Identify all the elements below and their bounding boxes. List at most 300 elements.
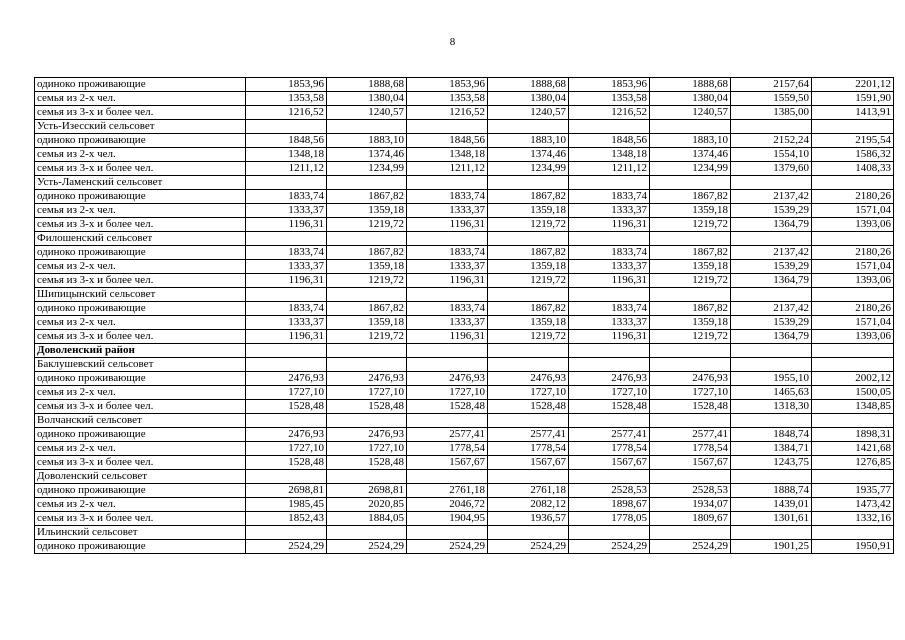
row-label: семья из 3-х и более чел. — [35, 400, 246, 414]
value-cell: 1727,10 — [327, 442, 407, 456]
value-cell: 1380,04 — [650, 92, 731, 106]
value-cell: 2180,26 — [812, 190, 894, 204]
value-cell: 1348,18 — [569, 148, 650, 162]
value-cell: 1196,31 — [569, 218, 650, 232]
empty-cell — [731, 526, 812, 540]
value-cell: 2476,93 — [650, 372, 731, 386]
table-row — [35, 302, 894, 316]
value-cell: 2137,42 — [731, 246, 812, 260]
value-cell: 1888,74 — [731, 484, 812, 498]
empty-cell — [812, 344, 894, 358]
value-cell: 2698,81 — [327, 484, 407, 498]
value-cell: 1833,74 — [407, 302, 488, 316]
value-cell: 1348,18 — [246, 148, 327, 162]
value-cell: 2020,85 — [327, 498, 407, 512]
table-row — [35, 400, 894, 414]
table-row — [35, 484, 894, 498]
empty-cell — [569, 470, 650, 484]
value-cell: 1955,10 — [731, 372, 812, 386]
table-row — [35, 246, 894, 260]
value-cell: 1848,74 — [731, 428, 812, 442]
value-cell: 1935,77 — [812, 484, 894, 498]
row-label: семья из 2-х чел. — [35, 498, 246, 512]
value-cell: 1359,18 — [650, 260, 731, 274]
section-heading-row — [35, 526, 894, 540]
table-row — [35, 428, 894, 442]
table-row — [35, 78, 894, 92]
value-cell: 1359,18 — [327, 316, 407, 330]
empty-cell — [488, 344, 569, 358]
empty-cell — [327, 526, 407, 540]
row-label: одиноко проживающие — [35, 190, 246, 204]
value-cell: 1393,06 — [812, 218, 894, 232]
empty-cell — [327, 470, 407, 484]
value-cell: 1539,29 — [731, 260, 812, 274]
empty-cell — [812, 120, 894, 134]
value-cell: 1778,54 — [407, 442, 488, 456]
table-row — [35, 540, 894, 554]
empty-cell — [327, 288, 407, 302]
row-label: семья из 3-х и более чел. — [35, 106, 246, 120]
empty-cell — [407, 358, 488, 372]
row-label: семья из 2-х чел. — [35, 442, 246, 456]
value-cell: 2761,18 — [407, 484, 488, 498]
table-row — [35, 218, 894, 232]
value-cell: 1528,48 — [246, 456, 327, 470]
value-cell: 1219,72 — [327, 218, 407, 232]
empty-cell — [812, 526, 894, 540]
value-cell: 2476,93 — [246, 372, 327, 386]
section-name: Усть-Ламенский сельсовет — [35, 176, 246, 190]
value-cell: 2528,53 — [569, 484, 650, 498]
value-cell: 1727,10 — [407, 386, 488, 400]
value-cell: 1219,72 — [488, 274, 569, 288]
empty-cell — [246, 120, 327, 134]
value-cell: 1333,37 — [246, 260, 327, 274]
table-row — [35, 134, 894, 148]
empty-cell — [731, 120, 812, 134]
table-row — [35, 274, 894, 288]
value-cell: 1353,58 — [246, 92, 327, 106]
value-cell: 1465,63 — [731, 386, 812, 400]
value-cell: 1216,52 — [407, 106, 488, 120]
value-cell: 1439,01 — [731, 498, 812, 512]
value-cell: 2180,26 — [812, 246, 894, 260]
value-cell: 2157,64 — [731, 78, 812, 92]
empty-cell — [407, 344, 488, 358]
section-heading-row — [35, 120, 894, 134]
empty-cell — [650, 232, 731, 246]
empty-cell — [569, 414, 650, 428]
section-name: Усть-Изесский сельсовет — [35, 120, 246, 134]
empty-cell — [407, 470, 488, 484]
value-cell: 1539,29 — [731, 204, 812, 218]
value-cell: 1727,10 — [569, 386, 650, 400]
value-cell: 1240,57 — [488, 106, 569, 120]
value-cell: 1359,18 — [650, 316, 731, 330]
empty-cell — [569, 526, 650, 540]
empty-cell — [488, 470, 569, 484]
value-cell: 1867,82 — [488, 246, 569, 260]
value-cell: 1421,68 — [812, 442, 894, 456]
section-name: Доволенский сельсовет — [35, 470, 246, 484]
value-cell: 2476,93 — [246, 428, 327, 442]
section-name: Ильинский сельсовет — [35, 526, 246, 540]
value-cell: 2476,93 — [569, 372, 650, 386]
empty-cell — [407, 414, 488, 428]
page-number: 8 — [449, 36, 456, 48]
section-heading-row — [35, 470, 894, 484]
table-row — [35, 204, 894, 218]
district-heading-row — [35, 344, 894, 358]
empty-cell — [650, 344, 731, 358]
empty-cell — [569, 232, 650, 246]
value-cell: 1867,82 — [650, 246, 731, 260]
value-cell: 1528,48 — [407, 400, 488, 414]
table-row — [35, 442, 894, 456]
value-cell: 1936,57 — [488, 512, 569, 526]
empty-cell — [650, 470, 731, 484]
value-cell: 1393,06 — [812, 274, 894, 288]
empty-cell — [246, 176, 327, 190]
value-cell: 2201,12 — [812, 78, 894, 92]
value-cell: 1904,95 — [407, 512, 488, 526]
value-cell: 1364,79 — [731, 274, 812, 288]
value-cell: 2180,26 — [812, 302, 894, 316]
table-row — [35, 512, 894, 526]
value-cell: 1216,52 — [246, 106, 327, 120]
empty-cell — [569, 344, 650, 358]
value-cell: 1353,58 — [407, 92, 488, 106]
value-cell: 2524,29 — [407, 540, 488, 554]
value-cell: 1196,31 — [246, 330, 327, 344]
section-name: Филошенский сельсовет — [35, 232, 246, 246]
table-row — [35, 330, 894, 344]
empty-cell — [327, 358, 407, 372]
value-cell: 1867,82 — [327, 246, 407, 260]
value-cell: 1867,82 — [650, 302, 731, 316]
empty-cell — [650, 526, 731, 540]
value-cell: 1883,10 — [650, 134, 731, 148]
value-cell: 1234,99 — [327, 162, 407, 176]
value-cell: 1473,42 — [812, 498, 894, 512]
value-cell: 1567,67 — [488, 456, 569, 470]
value-cell: 1833,74 — [246, 190, 327, 204]
value-cell: 1333,37 — [407, 316, 488, 330]
value-cell: 1196,31 — [407, 274, 488, 288]
table-row — [35, 316, 894, 330]
value-cell: 1934,07 — [650, 498, 731, 512]
value-cell: 1867,82 — [327, 190, 407, 204]
empty-cell — [731, 176, 812, 190]
value-cell: 1809,67 — [650, 512, 731, 526]
table-row — [35, 498, 894, 512]
value-cell: 2698,81 — [246, 484, 327, 498]
value-cell: 1554,10 — [731, 148, 812, 162]
table-body — [35, 78, 894, 554]
empty-cell — [327, 232, 407, 246]
value-cell: 1727,10 — [246, 442, 327, 456]
value-cell: 1571,04 — [812, 260, 894, 274]
value-cell: 2577,41 — [488, 428, 569, 442]
row-label: одиноко проживающие — [35, 78, 246, 92]
section-heading-row — [35, 288, 894, 302]
section-name: Баклушевский сельсовет — [35, 358, 246, 372]
row-label: одиноко проживающие — [35, 302, 246, 316]
value-cell: 1364,79 — [731, 330, 812, 344]
value-cell: 1374,46 — [327, 148, 407, 162]
empty-cell — [407, 288, 488, 302]
value-cell: 2577,41 — [407, 428, 488, 442]
value-cell: 1413,91 — [812, 106, 894, 120]
empty-cell — [407, 232, 488, 246]
empty-cell — [731, 344, 812, 358]
value-cell: 1234,99 — [488, 162, 569, 176]
table-row — [35, 372, 894, 386]
row-label: семья из 2-х чел. — [35, 204, 246, 218]
table-row — [35, 162, 894, 176]
row-label: одиноко проживающие — [35, 246, 246, 260]
value-cell: 1867,82 — [488, 190, 569, 204]
value-cell: 1219,72 — [650, 274, 731, 288]
value-cell: 1833,74 — [569, 302, 650, 316]
value-cell: 1727,10 — [327, 386, 407, 400]
value-cell: 1234,99 — [650, 162, 731, 176]
value-cell: 2476,93 — [488, 372, 569, 386]
empty-cell — [812, 358, 894, 372]
value-cell: 2476,93 — [327, 428, 407, 442]
value-cell: 1211,12 — [246, 162, 327, 176]
value-cell: 1528,48 — [246, 400, 327, 414]
section-heading-row — [35, 232, 894, 246]
empty-cell — [650, 120, 731, 134]
row-label: семья из 2-х чел. — [35, 148, 246, 162]
value-cell: 2528,53 — [650, 484, 731, 498]
section-heading-row — [35, 414, 894, 428]
value-cell: 1950,91 — [812, 540, 894, 554]
value-cell: 1853,96 — [407, 78, 488, 92]
value-cell: 2761,18 — [488, 484, 569, 498]
value-cell: 1528,48 — [327, 400, 407, 414]
value-cell: 2137,42 — [731, 190, 812, 204]
value-cell: 1243,75 — [731, 456, 812, 470]
value-cell: 1833,74 — [407, 190, 488, 204]
empty-cell — [407, 176, 488, 190]
value-cell: 1901,25 — [731, 540, 812, 554]
value-cell: 2002,12 — [812, 372, 894, 386]
value-cell: 1528,48 — [488, 400, 569, 414]
value-cell: 1888,68 — [650, 78, 731, 92]
value-cell: 1333,37 — [569, 316, 650, 330]
value-cell: 1374,46 — [650, 148, 731, 162]
empty-cell — [488, 232, 569, 246]
value-cell: 1833,74 — [246, 302, 327, 316]
empty-cell — [731, 470, 812, 484]
value-cell: 1384,71 — [731, 442, 812, 456]
empty-cell — [731, 358, 812, 372]
district-name: Доволенский район — [35, 344, 246, 358]
empty-cell — [731, 288, 812, 302]
empty-cell — [812, 288, 894, 302]
value-cell: 1567,67 — [569, 456, 650, 470]
value-cell: 1778,05 — [569, 512, 650, 526]
value-cell: 1408,33 — [812, 162, 894, 176]
value-cell: 2524,29 — [488, 540, 569, 554]
empty-cell — [812, 470, 894, 484]
row-label: семья из 2-х чел. — [35, 260, 246, 274]
value-cell: 1571,04 — [812, 204, 894, 218]
empty-cell — [488, 414, 569, 428]
empty-cell — [246, 414, 327, 428]
value-cell: 1333,37 — [569, 260, 650, 274]
table-row — [35, 148, 894, 162]
empty-cell — [488, 288, 569, 302]
section-name: Волчанский сельсовет — [35, 414, 246, 428]
value-cell: 1833,74 — [569, 190, 650, 204]
value-cell: 1985,45 — [246, 498, 327, 512]
value-cell: 1591,90 — [812, 92, 894, 106]
value-cell: 1528,48 — [650, 400, 731, 414]
empty-cell — [246, 358, 327, 372]
empty-cell — [246, 232, 327, 246]
empty-cell — [650, 176, 731, 190]
value-cell: 1852,43 — [246, 512, 327, 526]
value-cell: 1276,85 — [812, 456, 894, 470]
value-cell: 2524,29 — [246, 540, 327, 554]
value-cell: 1778,54 — [569, 442, 650, 456]
value-cell: 1833,74 — [569, 246, 650, 260]
value-cell: 1196,31 — [569, 330, 650, 344]
section-heading-row — [35, 358, 894, 372]
row-label: семья из 2-х чел. — [35, 316, 246, 330]
row-label: семья из 3-х и более чел. — [35, 456, 246, 470]
value-cell: 1848,56 — [569, 134, 650, 148]
empty-cell — [812, 414, 894, 428]
empty-cell — [246, 526, 327, 540]
value-cell: 1883,10 — [327, 134, 407, 148]
value-cell: 2152,24 — [731, 134, 812, 148]
value-cell: 1867,82 — [327, 302, 407, 316]
value-cell: 1883,10 — [488, 134, 569, 148]
value-cell: 1727,10 — [488, 386, 569, 400]
value-cell: 1571,04 — [812, 316, 894, 330]
value-cell: 1539,29 — [731, 316, 812, 330]
value-cell: 1211,12 — [407, 162, 488, 176]
value-cell: 1867,82 — [650, 190, 731, 204]
value-cell: 1348,85 — [812, 400, 894, 414]
row-label: одиноко проживающие — [35, 134, 246, 148]
value-cell: 2476,93 — [407, 372, 488, 386]
table-row — [35, 386, 894, 400]
row-label: семья из 2-х чел. — [35, 92, 246, 106]
value-cell: 2195,54 — [812, 134, 894, 148]
value-cell: 1333,37 — [407, 260, 488, 274]
empty-cell — [650, 358, 731, 372]
table-row — [35, 260, 894, 274]
value-cell: 1833,74 — [407, 246, 488, 260]
value-cell: 2524,29 — [569, 540, 650, 554]
empty-cell — [488, 358, 569, 372]
value-cell: 1359,18 — [327, 204, 407, 218]
row-label: одиноко проживающие — [35, 540, 246, 554]
value-cell: 1359,18 — [650, 204, 731, 218]
table-row — [35, 106, 894, 120]
value-cell: 2577,41 — [650, 428, 731, 442]
value-cell: 1211,12 — [569, 162, 650, 176]
table-row — [35, 456, 894, 470]
value-cell: 1567,67 — [407, 456, 488, 470]
value-cell: 2046,72 — [407, 498, 488, 512]
value-cell: 1374,46 — [488, 148, 569, 162]
row-label: семья из 3-х и более чел. — [35, 218, 246, 232]
value-cell: 1848,56 — [407, 134, 488, 148]
value-cell: 1888,68 — [327, 78, 407, 92]
value-cell: 1727,10 — [246, 386, 327, 400]
value-cell: 2476,93 — [327, 372, 407, 386]
value-cell: 1333,37 — [569, 204, 650, 218]
row-label: семья из 3-х и более чел. — [35, 512, 246, 526]
empty-cell — [407, 526, 488, 540]
row-label: одиноко проживающие — [35, 428, 246, 442]
value-cell: 1196,31 — [246, 218, 327, 232]
value-cell: 1219,72 — [650, 218, 731, 232]
empty-cell — [569, 358, 650, 372]
empty-cell — [488, 176, 569, 190]
value-cell: 1219,72 — [327, 274, 407, 288]
value-cell: 1385,00 — [731, 106, 812, 120]
empty-cell — [327, 176, 407, 190]
value-cell: 1216,52 — [569, 106, 650, 120]
value-cell: 1898,67 — [569, 498, 650, 512]
value-cell: 2524,29 — [650, 540, 731, 554]
empty-cell — [246, 344, 327, 358]
empty-cell — [731, 232, 812, 246]
value-cell: 2524,29 — [327, 540, 407, 554]
value-cell: 1884,05 — [327, 512, 407, 526]
value-cell: 1359,18 — [488, 316, 569, 330]
value-cell: 1359,18 — [327, 260, 407, 274]
value-cell: 1727,10 — [650, 386, 731, 400]
value-cell: 1853,96 — [246, 78, 327, 92]
value-cell: 1240,57 — [650, 106, 731, 120]
value-cell: 1528,48 — [327, 456, 407, 470]
value-cell: 1848,56 — [246, 134, 327, 148]
value-cell: 1567,67 — [650, 456, 731, 470]
value-cell: 1196,31 — [407, 218, 488, 232]
value-cell: 1853,96 — [569, 78, 650, 92]
section-name: Шипицынский сельсовет — [35, 288, 246, 302]
empty-cell — [812, 232, 894, 246]
value-cell: 1888,68 — [488, 78, 569, 92]
value-cell: 1333,37 — [246, 316, 327, 330]
value-cell: 1219,72 — [488, 330, 569, 344]
empty-cell — [650, 414, 731, 428]
value-cell: 1353,58 — [569, 92, 650, 106]
value-cell: 1380,04 — [327, 92, 407, 106]
empty-cell — [569, 120, 650, 134]
value-cell: 1586,32 — [812, 148, 894, 162]
table-row — [35, 190, 894, 204]
value-cell: 1333,37 — [246, 204, 327, 218]
value-cell: 1528,48 — [569, 400, 650, 414]
value-cell: 1898,31 — [812, 428, 894, 442]
value-cell: 1778,54 — [650, 442, 731, 456]
row-label: семья из 3-х и более чел. — [35, 330, 246, 344]
value-cell: 1359,18 — [488, 204, 569, 218]
row-label: одиноко проживающие — [35, 484, 246, 498]
value-cell: 1219,72 — [488, 218, 569, 232]
value-cell: 1867,82 — [488, 302, 569, 316]
